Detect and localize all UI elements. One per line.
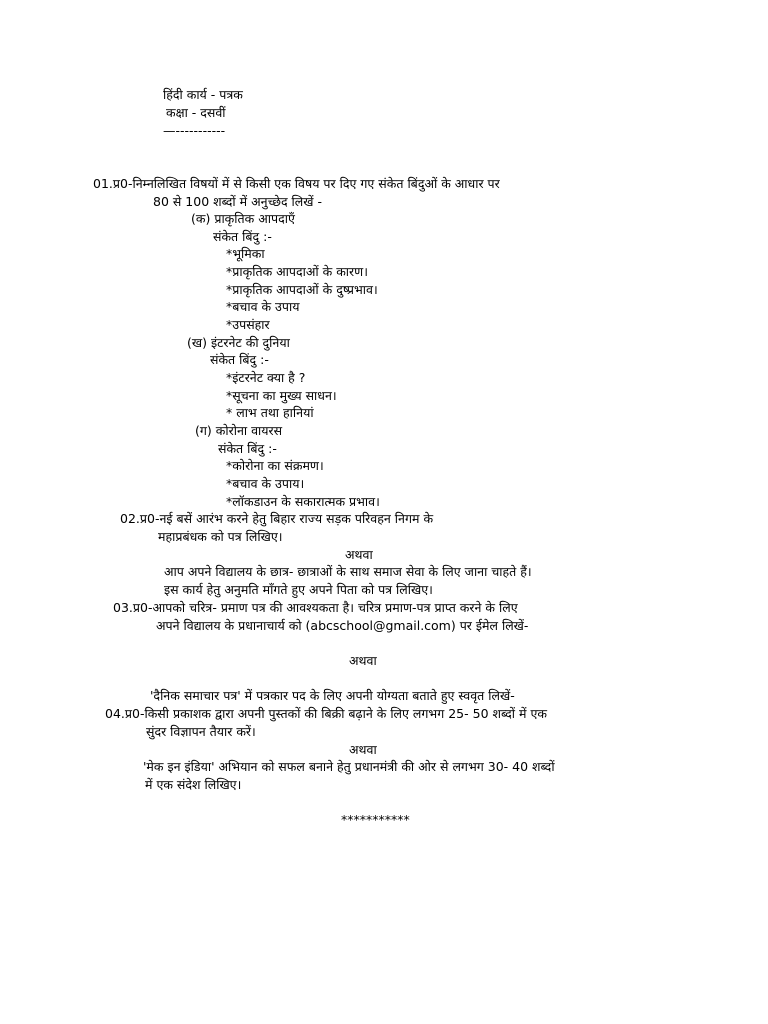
q1-topic-a-point: *प्राकृतिक आपदाओं के कारण। — [226, 264, 368, 279]
q1-topic-b-hint-label: संकेत बिंदु :- — [210, 352, 269, 367]
q1-topic-a-point: *उपसंहार — [226, 317, 270, 332]
q4-or-divider: अथवा — [349, 742, 377, 757]
q1-topic-c-hint-label: संकेत बिंदु :- — [218, 441, 277, 456]
q4-line-1: 04.प्र0-किसी प्रकाशक द्वारा अपनी पुस्तकों की बिक्री बढ़ाने के लिए लगभग 25- 50 शब्दों में एक — [105, 706, 547, 721]
q1-topic-b-point: *सूचना का मुख्य साधन। — [226, 388, 337, 403]
q1-topic-a-hint-label: संकेत बिंदु :- — [213, 229, 272, 244]
q1-topic-c-point: *लॉकडाउन के सकारात्मक प्रभाव। — [226, 494, 380, 509]
q1-prompt-cont: 80 से 100 शब्दों में अनुच्छेद लिखें - — [153, 194, 322, 209]
q4-alt-line-1: 'मेक इन इंडिया' अभियान को सफल बनाने हेतु प्रधानमंत्री की ओर से लगभग 30- 40 शब्दों — [143, 759, 555, 774]
q1-prompt: 01.प्र0-निम्नलिखित विषयों में से किसी एक विषय पर दिए गए संकेत बिंदुओं के आधार पर — [93, 176, 500, 191]
q1-topic-a-point: *भूमिका — [226, 246, 265, 261]
q3-line-1: 03.प्र0-आपको चरित्र- प्रमाण पत्र की आवश्यकता है। चरित्र प्रमाण-पत्र प्राप्त करने के लिए — [113, 600, 518, 615]
q2-alt-line-1: आप अपने विद्यालय के छात्र- छात्राओं के साथ समाज सेवा के लिए जाना चाहते हैं। — [164, 564, 532, 579]
q3-alt-line-1: 'दैनिक समाचार पत्र' में पत्रकार पद के लिए अपनी योग्यता बताते हुए स्ववृत लिखें- — [150, 688, 515, 703]
q1-topic-c-point: *कोरोना का संक्रमण। — [226, 458, 324, 473]
q2-line-2: महाप्रबंधक को पत्र लिखिए। — [158, 529, 283, 544]
q1-topic-c-point: *बचाव के उपाय। — [226, 476, 305, 491]
q1-topic-a-title: (क) प्राकृतिक आपदाएँ — [191, 211, 295, 226]
q1-topic-b-point: * लाभ तथा हानियां — [226, 405, 314, 420]
q4-alt-line-2: में एक संदेश लिखिए। — [145, 777, 242, 792]
q1-topic-c-title: (ग) कोरोना वायरस — [195, 423, 283, 438]
header-rule: —----------- — [163, 123, 226, 138]
worksheet-class: कक्षा - दसवीं — [166, 105, 226, 120]
q2-or-divider: अथवा — [345, 547, 373, 562]
q1-topic-b-title: (ख) इंटरनेट की दुनिया — [187, 335, 290, 350]
worksheet-subject: हिंदी कार्य - पत्रक — [163, 87, 243, 102]
q2-alt-line-2: इस कार्य हेतु अनुमति माँगते हुए अपने पिता को पत्र लिखिए। — [164, 582, 433, 597]
end-of-sheet-stars: *********** — [341, 812, 410, 827]
q2-line-1: 02.प्र0-नई बसें आरंभ करने हेतु बिहार राज्य सड़क परिवहन निगम के — [120, 511, 434, 526]
q3-or-divider: अथवा — [349, 653, 377, 668]
q1-topic-a-point: *बचाव के उपाय — [226, 299, 300, 314]
q1-topic-b-point: *इंटरनेट क्या है ? — [226, 370, 306, 385]
q1-topic-a-point: *प्राकृतिक आपदाओं के दुष्प्रभाव। — [226, 282, 378, 297]
q3-line-2: अपने विद्यालय के प्रधानाचार्य को (abcschool@gmail.com) पर ईमेल लिखें- — [156, 618, 529, 633]
q4-line-2: सुंदर विज्ञापन तैयार करें। — [146, 724, 256, 739]
